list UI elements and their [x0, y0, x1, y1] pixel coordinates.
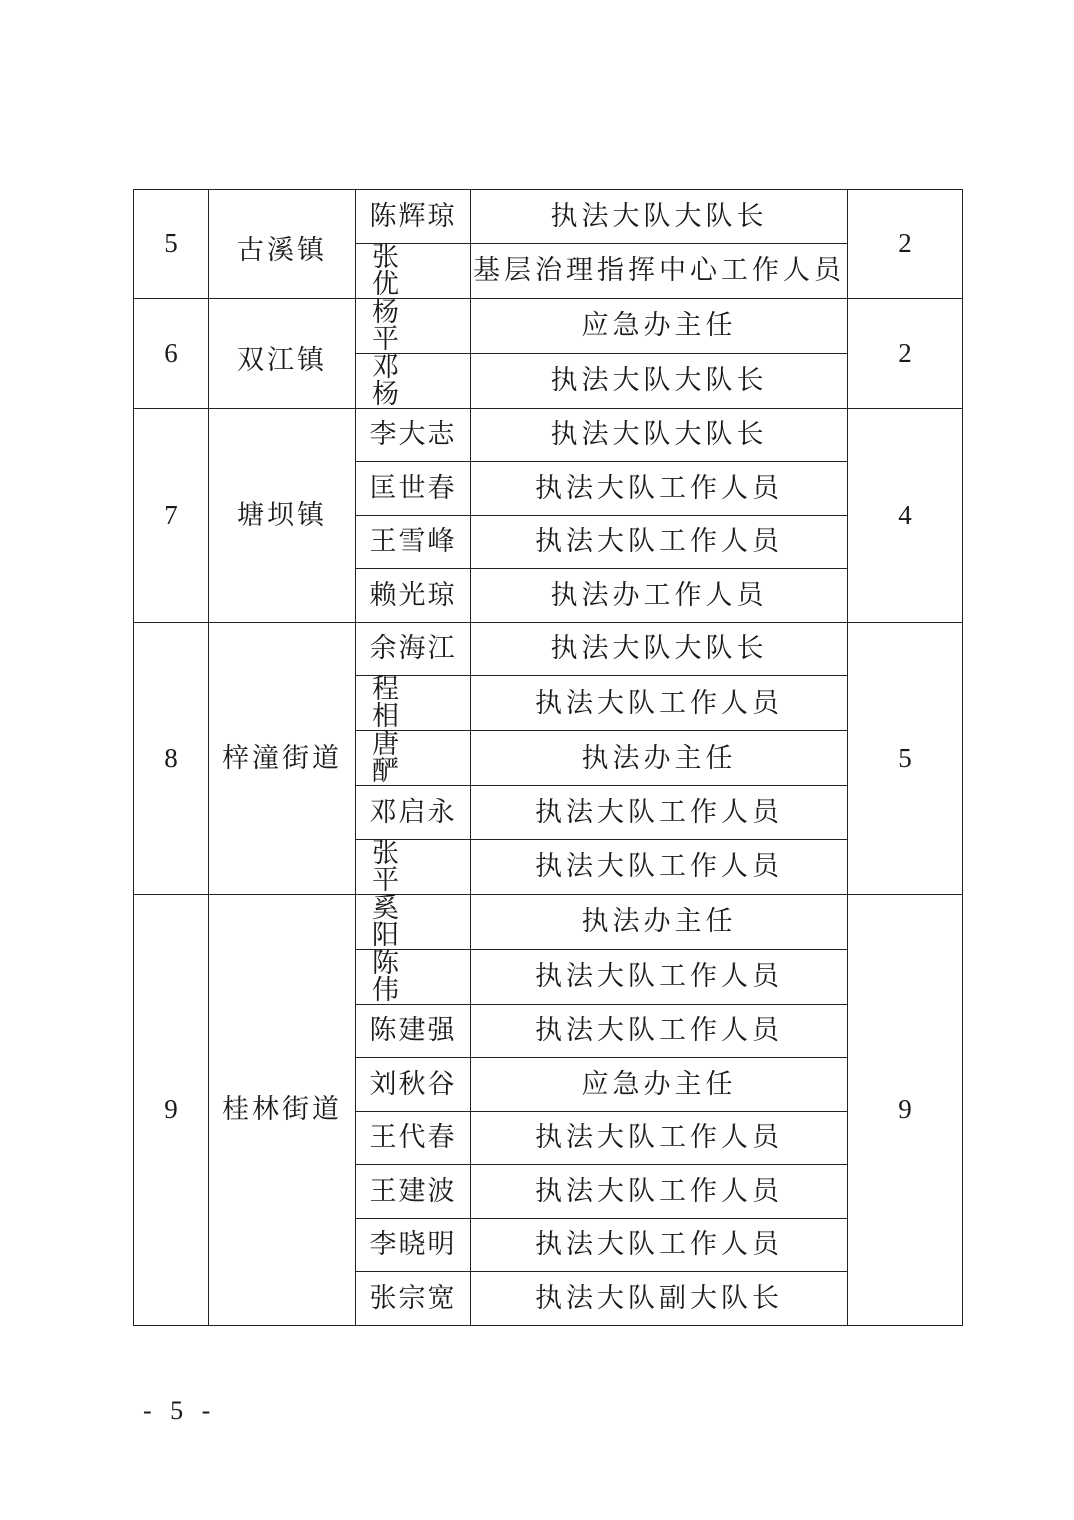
member-position: 执法大队工作人员 [471, 676, 848, 731]
group-town [209, 408, 356, 622]
member-position: 执法大队大队长 [471, 622, 848, 676]
member-name: 奚 阳 [356, 894, 471, 949]
group-count: 4 [848, 408, 963, 622]
group-town [209, 190, 356, 299]
member-position: 执法大队工作人员 [471, 1004, 848, 1058]
member-name: 张 优 [356, 243, 471, 298]
member-name: 张宗宽 [356, 1272, 471, 1326]
town-name: 塘坝镇 [237, 499, 327, 531]
group-count: 5 [848, 622, 963, 894]
member-name: 邓启永 [356, 786, 471, 840]
member-position: 应急办主任 [471, 298, 848, 353]
member-name: 刘秋谷 [356, 1058, 471, 1112]
page-number: - 5 - [143, 1396, 217, 1425]
member-position: 基层治理指挥中心工作人员 [471, 243, 848, 298]
member-name: 余海江 [356, 622, 471, 676]
member-position: 执法大队工作人员 [471, 839, 848, 894]
member-position: 执法大队工作人员 [471, 515, 848, 569]
member-name: 唐 酽 [356, 731, 471, 786]
member-position: 应急办主任 [471, 1058, 848, 1112]
group-count: 9 [848, 894, 963, 1325]
group-count: 2 [848, 298, 963, 408]
group-number: 8 [134, 622, 209, 894]
group-number: 9 [134, 894, 209, 1325]
member-name: 李大志 [356, 408, 471, 462]
member-position: 执法大队工作人员 [471, 1218, 848, 1272]
member-position: 执法大队大队长 [471, 190, 848, 244]
personnel-table-body [134, 190, 963, 1326]
table-row [134, 622, 963, 676]
member-name: 陈辉琼 [356, 190, 471, 244]
group-town [209, 622, 356, 894]
member-name: 张 平 [356, 839, 471, 894]
town-name: 梓潼街道 [222, 742, 342, 774]
personnel-table [133, 189, 963, 1326]
member-name: 程 相 [356, 676, 471, 731]
member-name: 赖光琼 [356, 569, 471, 623]
member-name: 陈建强 [356, 1004, 471, 1058]
group-count: 2 [848, 190, 963, 299]
group-number: 7 [134, 408, 209, 622]
member-position: 执法大队副大队长 [471, 1272, 848, 1326]
member-position: 执法办主任 [471, 731, 848, 786]
member-position: 执法大队工作人员 [471, 949, 848, 1004]
table-row [134, 408, 963, 462]
town-name: 古溪镇 [237, 235, 327, 267]
table-row [134, 298, 963, 353]
group-town [209, 298, 356, 408]
member-name: 陈 伟 [356, 949, 471, 1004]
group-number: 6 [134, 298, 209, 408]
member-name: 王雪峰 [356, 515, 471, 569]
member-position: 执法办工作人员 [471, 569, 848, 623]
member-name: 杨 平 [356, 298, 471, 353]
group-number: 5 [134, 190, 209, 299]
member-position: 执法大队大队长 [471, 353, 848, 408]
member-position: 执法大队工作人员 [471, 462, 848, 516]
member-name: 邓 杨 [356, 353, 471, 408]
member-name: 匡世春 [356, 462, 471, 516]
member-position: 执法大队工作人员 [471, 1111, 848, 1165]
town-name: 桂林街道 [222, 1094, 342, 1125]
member-position: 执法大队大队长 [471, 408, 848, 462]
member-position: 执法大队工作人员 [471, 786, 848, 840]
member-position: 执法办主任 [471, 894, 848, 949]
town-name: 双江镇 [237, 344, 327, 376]
table-row [134, 894, 963, 949]
member-name: 王建波 [356, 1165, 471, 1219]
table-row [134, 190, 963, 244]
member-name: 李晓明 [356, 1218, 471, 1272]
group-town [209, 894, 356, 1325]
member-position: 执法大队工作人员 [471, 1165, 848, 1219]
member-name: 王代春 [356, 1111, 471, 1165]
